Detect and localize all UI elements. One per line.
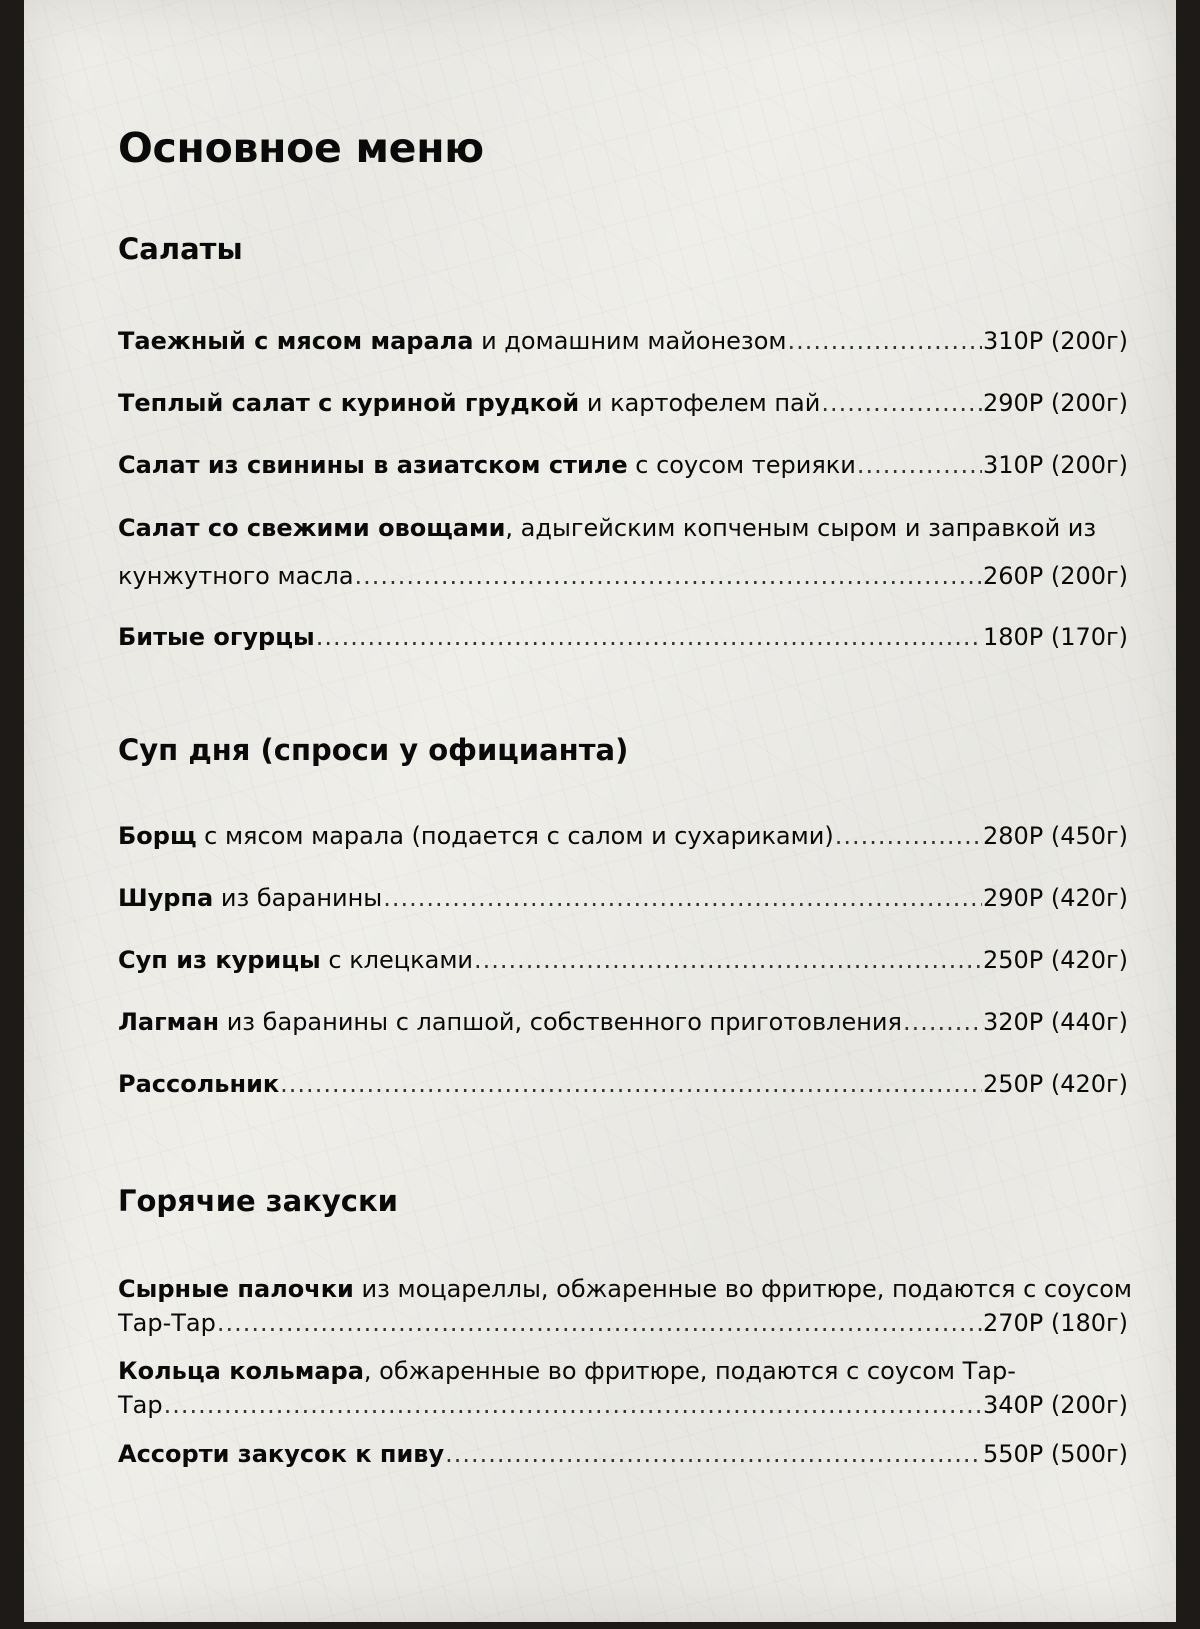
item-price: 290Р (200г) xyxy=(982,389,1128,417)
dot-leader xyxy=(355,558,982,594)
section-title-hot-appetizers: Горячие закуски xyxy=(118,1184,398,1218)
item-price: 340Р (200г) xyxy=(982,1391,1128,1419)
item-price: 270Р (180г) xyxy=(982,1309,1128,1337)
dot-leader xyxy=(164,1387,982,1423)
menu-item xyxy=(118,323,1128,359)
menu-item xyxy=(118,1353,1128,1423)
item-name: Ассорти закусок к пиву xyxy=(118,1440,445,1468)
dot-leader xyxy=(217,1305,982,1341)
item-name: Шурпа xyxy=(118,884,214,912)
item-description: , обжаренные во фритюре, подаются с соусом Тар- xyxy=(363,1357,1016,1385)
item-description: с клецками xyxy=(320,946,474,974)
item-name: Лагман xyxy=(118,1008,220,1036)
item-description: с соусом терияки xyxy=(627,451,856,479)
item-description: и картофелем пай xyxy=(579,389,821,417)
item-description: , адыгейским копченым сыром и заправкой из xyxy=(505,514,1097,542)
dot-leader xyxy=(474,942,982,978)
item-name: Суп из курицы xyxy=(118,946,321,974)
dot-leader xyxy=(280,1066,982,1102)
menu-item xyxy=(118,880,1128,916)
item-name: Салат из свинины в азиатском стиле xyxy=(118,451,628,479)
dot-leader xyxy=(787,323,981,359)
item-name: Салат со свежими овощами xyxy=(118,514,506,542)
menu-item xyxy=(118,1436,1128,1472)
menu-item xyxy=(118,818,1128,854)
menu-item xyxy=(118,942,1128,978)
item-name: Борщ xyxy=(118,822,197,850)
item-name: Рассольник xyxy=(118,1070,280,1098)
item-price: 310Р (200г) xyxy=(982,451,1128,479)
menu-item xyxy=(118,1004,1128,1040)
menu-item xyxy=(118,510,1128,594)
item-description: из баранины с лапшой, собственного приготовления xyxy=(219,1008,902,1036)
item-description-continued: Тар-Тар xyxy=(118,1309,216,1337)
menu-item xyxy=(118,385,1128,421)
menu-item xyxy=(118,447,1128,483)
item-price: 310Р (200г) xyxy=(982,327,1128,355)
item-price: 250Р (420г) xyxy=(982,946,1128,974)
dot-leader xyxy=(835,818,982,854)
item-name: Кольца кольмара xyxy=(118,1357,364,1385)
menu-page xyxy=(24,0,1176,1622)
item-price: 290Р (420г) xyxy=(982,884,1128,912)
item-description: из баранины xyxy=(213,884,383,912)
item-price: 320Р (440г) xyxy=(982,1008,1128,1036)
item-price: 260Р (200г) xyxy=(982,562,1128,590)
item-price: 280Р (450г) xyxy=(982,822,1128,850)
item-description: с мясом марала (подается с салом и сухариками) xyxy=(196,822,834,850)
dot-leader xyxy=(821,385,982,421)
menu-item xyxy=(118,1271,1132,1341)
dot-leader xyxy=(383,880,982,916)
item-description-continued: кунжутного масла xyxy=(118,562,354,590)
dot-leader xyxy=(316,619,982,655)
item-description: из моцареллы, обжаренные во фритюре, подаются с соусом xyxy=(353,1275,1132,1303)
dot-leader xyxy=(857,447,982,483)
item-description: и домашним майонезом xyxy=(473,327,787,355)
menu-item xyxy=(118,1066,1128,1102)
item-name: Сырные палочки xyxy=(118,1275,354,1303)
page-title: Основное меню xyxy=(118,124,484,172)
section-title-salads: Салаты xyxy=(118,232,243,266)
item-name: Теплый салат с куриной грудкой xyxy=(118,389,580,417)
item-price: 180Р (170г) xyxy=(982,623,1128,651)
dot-leader xyxy=(445,1436,982,1472)
item-description-continued: Тар xyxy=(118,1391,163,1419)
section-title-soups: Суп дня (спроси у официанта) xyxy=(118,733,629,767)
item-price: 550Р (500г) xyxy=(982,1440,1128,1468)
item-name: Таежный с мясом марала xyxy=(118,327,474,355)
item-price: 250Р (420г) xyxy=(982,1070,1128,1098)
dot-leader xyxy=(903,1004,982,1040)
item-name: Битые огурцы xyxy=(118,623,315,651)
menu-item xyxy=(118,619,1128,655)
